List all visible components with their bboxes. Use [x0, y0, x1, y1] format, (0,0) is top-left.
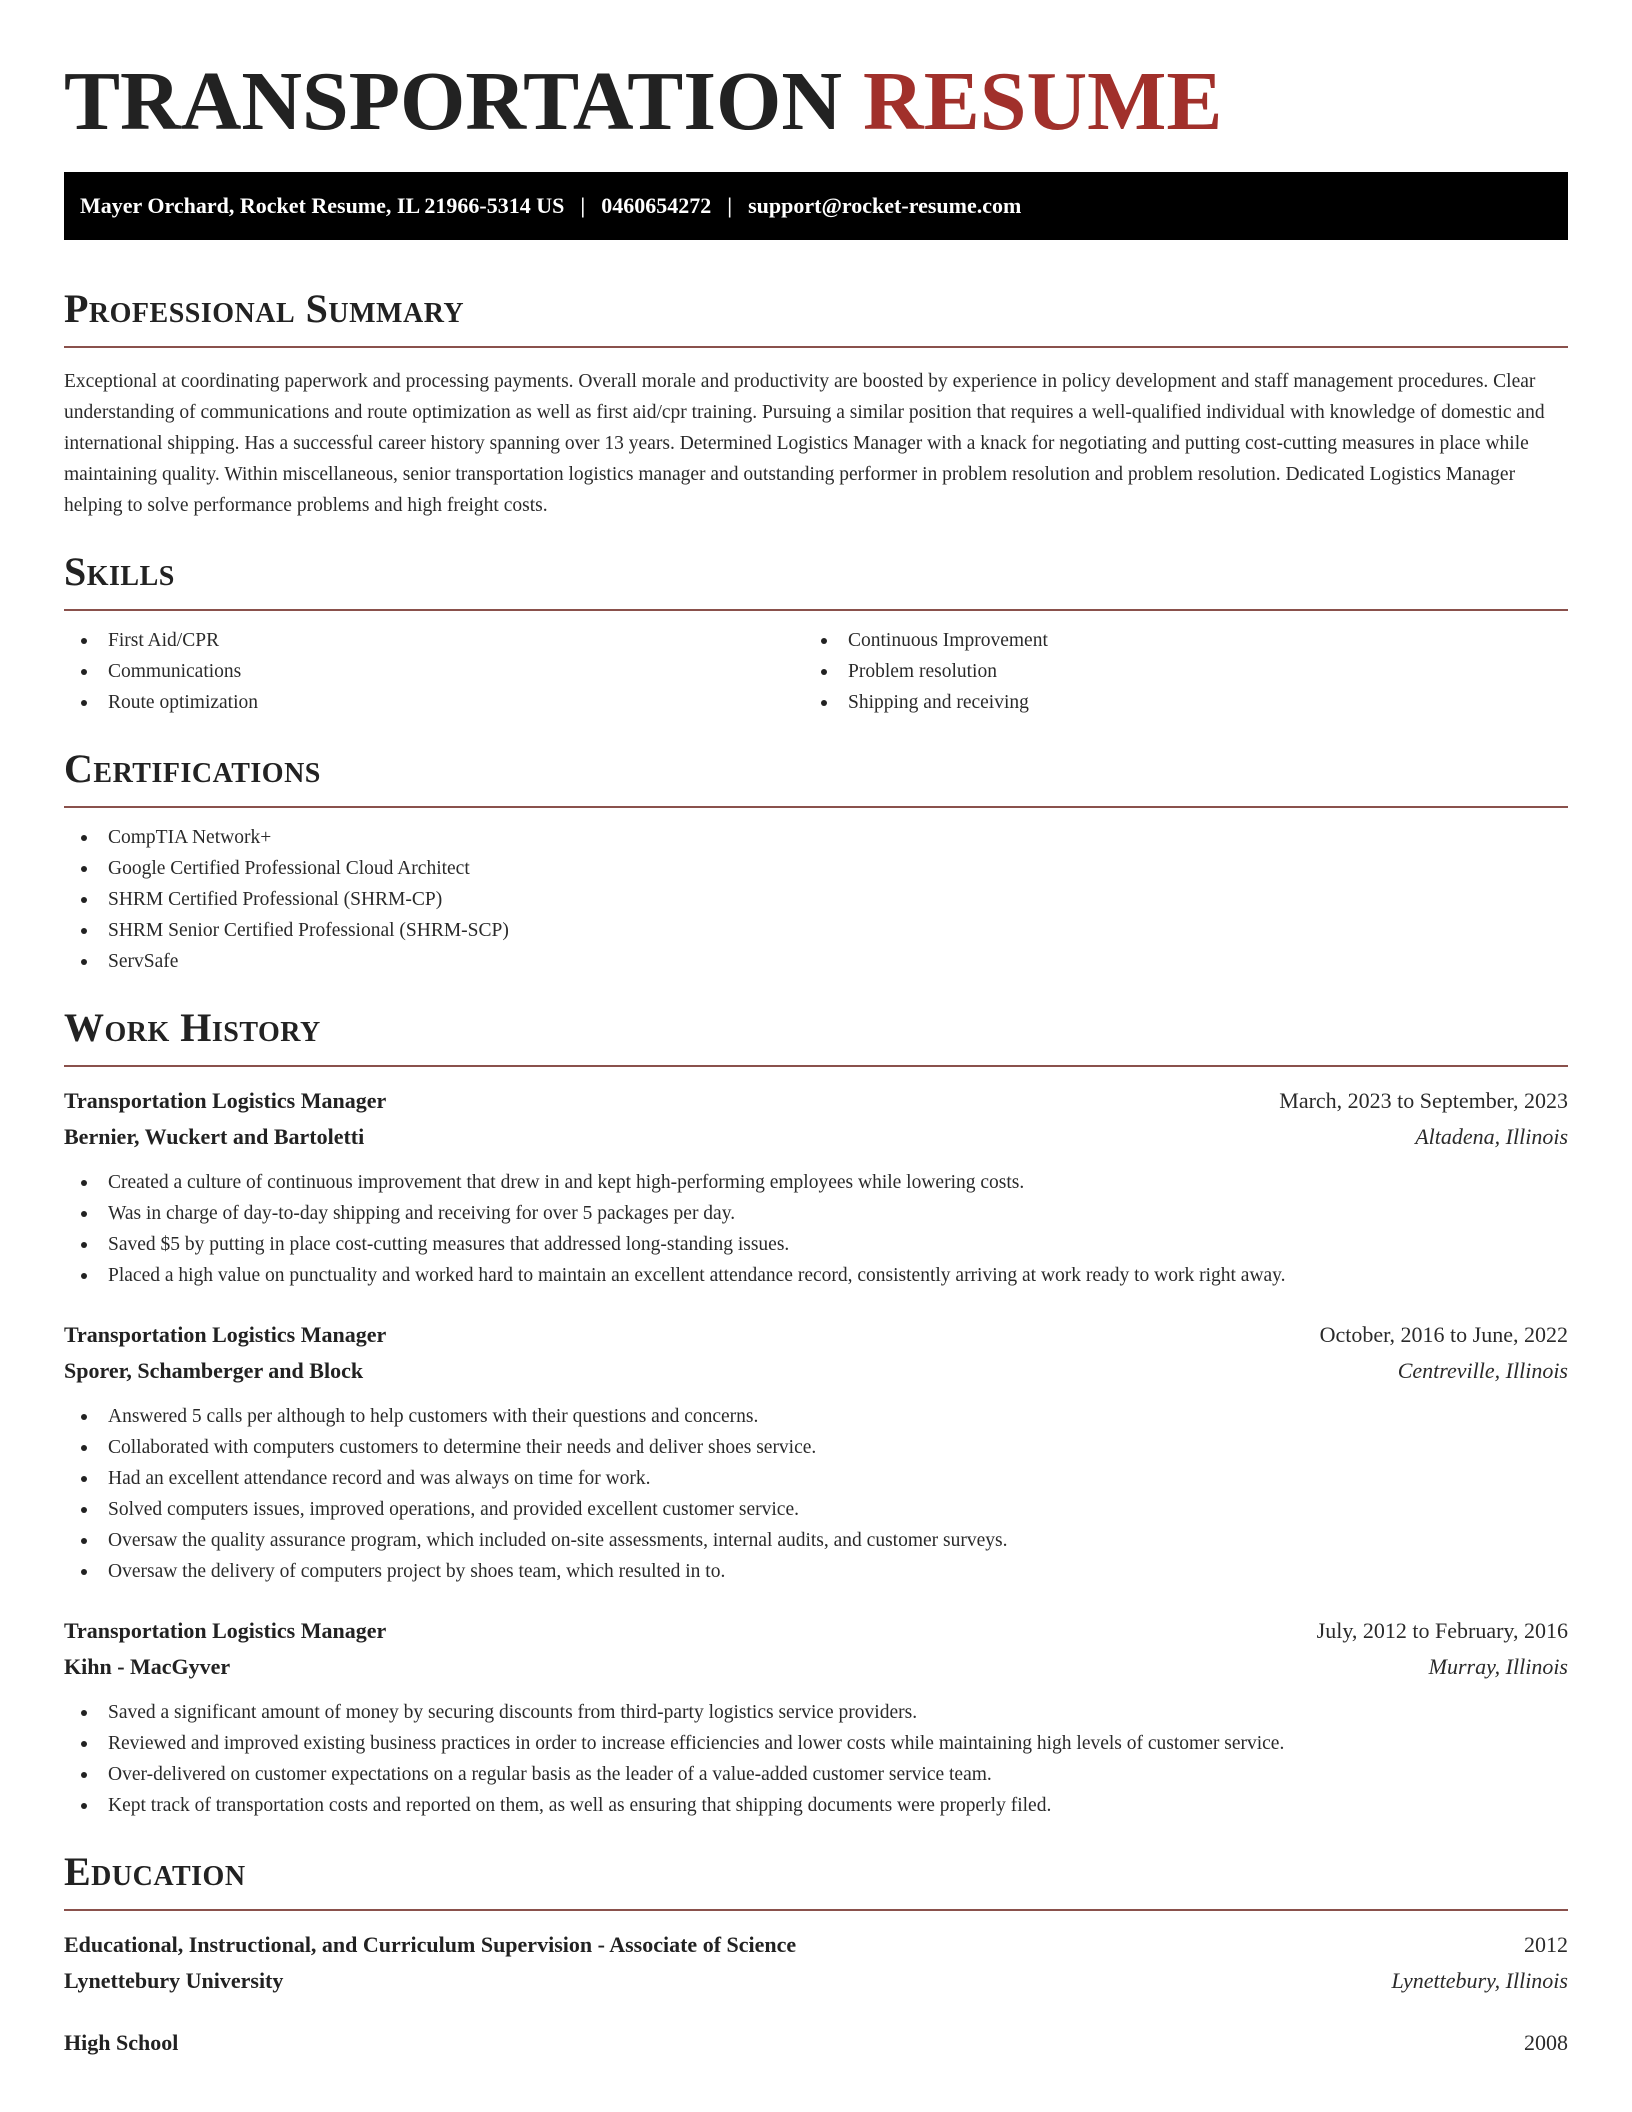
list-item: Created a culture of continuous improvement that drew in and kept high-performing employees while lowering costs.	[64, 1167, 1568, 1198]
job-header	[64, 1317, 1568, 1353]
list-item: Saved a significant amount of money by securing discounts from third-party logistics service providers.	[64, 1697, 1568, 1728]
section-heading: Professional Summary	[64, 286, 465, 331]
job-dates: March, 2023 to September, 2023	[1279, 1088, 1568, 1113]
section-divider	[64, 1909, 1568, 1911]
education-year: 2012	[1524, 1932, 1568, 1957]
summary-text: Exceptional at coordinating paperwork and processing payments. Overall morale and productivity are boosted by experience in policy development and staff management procedures. Clear understanding of communications and route optimization as well as first aid/cpr training. Pursuing a similar position that requires a well-qualified individual with knowledge of domestic and international shipping. Has a successful career history spanning over 13 years. Determined Logistics Manager with a knack for negotiating and putting cost-cutting measures in place while maintaining quality. Within miscellaneous, senior transportation logistics manager and outstanding performer in problem resolution and problem resolution. Dedicated Logistics Manager helping to solve performance problems and high freight costs.	[64, 371, 1545, 516]
contact-separator: |	[727, 193, 733, 218]
list-item: Over-delivered on customer expectations on a regular basis as the leader of a value-added customer service team.	[64, 1759, 1568, 1790]
list-item: Was in charge of day-to-day shipping and receiving for over 5 packages per day.	[64, 1198, 1568, 1229]
job-entry	[64, 1317, 1568, 1587]
job-bullets	[64, 1697, 1568, 1821]
job-subheader	[64, 1353, 1568, 1389]
contact-bar	[64, 172, 1568, 240]
contact-email[interactable]: support@rocket-resume.com	[748, 193, 1022, 218]
job-entry	[64, 1613, 1568, 1821]
education-entry	[64, 2025, 1568, 2061]
education-year: 2008	[1524, 2030, 1568, 2055]
skills-grid	[64, 625, 1568, 718]
skills-list-left	[64, 625, 804, 718]
skills-list-right	[804, 625, 1544, 718]
skills-section	[64, 547, 1568, 718]
section-heading: Skills	[64, 549, 175, 594]
job-dates: October, 2016 to June, 2022	[1319, 1322, 1568, 1347]
education-section	[64, 1847, 1568, 2061]
resume-page	[64, 0, 1568, 2061]
section-divider	[64, 806, 1568, 808]
section-heading: Education	[64, 1849, 246, 1894]
job-header	[64, 1613, 1568, 1649]
section-divider	[64, 1065, 1568, 1067]
section-heading: Work History	[64, 1005, 321, 1050]
education-school: Lynettebury University	[64, 1968, 284, 1993]
job-header	[64, 1083, 1568, 1119]
job-location: Murray, Illinois	[1428, 1654, 1568, 1679]
education-degree: Educational, Instructional, and Curriculum Supervision - Associate of Science	[64, 1932, 797, 1957]
education-location: Lynettebury, Illinois	[1391, 1968, 1568, 1993]
job-entry	[64, 1083, 1568, 1291]
list-item: SHRM Senior Certified Professional (SHRM-SCP)	[64, 915, 1568, 946]
section-divider	[64, 609, 1568, 611]
summary-section	[64, 284, 1568, 521]
job-title: Transportation Logistics Manager	[64, 1618, 387, 1643]
job-bullets	[64, 1401, 1568, 1587]
education-header	[64, 1927, 1568, 1963]
section-divider	[64, 346, 1568, 348]
work-history-section	[64, 1003, 1568, 1821]
list-item: Collaborated with computers customers to determine their needs and deliver shoes service.	[64, 1432, 1568, 1463]
job-dates: July, 2012 to February, 2016	[1316, 1618, 1568, 1643]
education-entry	[64, 1927, 1568, 1999]
title-accent: RESUME	[863, 55, 1223, 148]
list-item: Reviewed and improved existing business practices in order to increase efficiencies and lower costs while maintaining high levels of customer service.	[64, 1728, 1568, 1759]
list-item: Continuous Improvement	[804, 625, 1544, 656]
education-subheader	[64, 1963, 1568, 1999]
list-item: Oversaw the quality assurance program, which included on-site assessments, internal audits, and customer surveys.	[64, 1525, 1568, 1556]
list-item: Had an excellent attendance record and was always on time for work.	[64, 1463, 1568, 1494]
list-item: Google Certified Professional Cloud Architect	[64, 853, 1568, 884]
job-company: Bernier, Wuckert and Bartoletti	[64, 1124, 365, 1149]
job-location: Altadena, Illinois	[1415, 1124, 1568, 1149]
job-bullets	[64, 1167, 1568, 1291]
job-company: Kihn - MacGyver	[64, 1654, 231, 1679]
list-item: Problem resolution	[804, 656, 1544, 687]
list-item: Solved computers issues, improved operations, and provided excellent customer service.	[64, 1494, 1568, 1525]
list-item: Communications	[64, 656, 804, 687]
contact-address: Mayer Orchard, Rocket Resume, IL 21966-5314 US	[80, 193, 565, 218]
list-item: Answered 5 calls per although to help customers with their questions and concerns.	[64, 1401, 1568, 1432]
job-title: Transportation Logistics Manager	[64, 1322, 387, 1347]
education-header	[64, 2025, 1568, 2061]
job-company: Sporer, Schamberger and Block	[64, 1358, 364, 1383]
contact-separator: |	[580, 193, 586, 218]
job-title: Transportation Logistics Manager	[64, 1088, 387, 1113]
title-main: TRANSPORTATION	[64, 55, 843, 148]
certifications-list	[64, 822, 1568, 977]
list-item: Placed a high value on punctuality and worked hard to maintain an excellent attendance record, consistently arriving at work ready to work right away.	[64, 1260, 1568, 1291]
section-heading: Certifications	[64, 746, 321, 791]
list-item: Route optimization	[64, 687, 804, 718]
list-item: CompTIA Network+	[64, 822, 1568, 853]
job-subheader	[64, 1649, 1568, 1685]
list-item: First Aid/CPR	[64, 625, 804, 656]
resume-title	[64, 0, 1568, 150]
list-item: SHRM Certified Professional (SHRM-CP)	[64, 884, 1568, 915]
certifications-section	[64, 744, 1568, 977]
job-subheader	[64, 1119, 1568, 1155]
education-degree: High School	[64, 2030, 179, 2055]
list-item: Shipping and receiving	[804, 687, 1544, 718]
list-item: Saved $5 by putting in place cost-cutting measures that addressed long-standing issues.	[64, 1229, 1568, 1260]
contact-phone[interactable]: 0460654272	[601, 193, 712, 218]
list-item: Kept track of transportation costs and reported on them, as well as ensuring that shipping documents were properly filed.	[64, 1790, 1568, 1821]
job-location: Centreville, Illinois	[1397, 1358, 1568, 1383]
list-item: ServSafe	[64, 946, 1568, 977]
list-item: Oversaw the delivery of computers project by shoes team, which resulted in to.	[64, 1556, 1568, 1587]
